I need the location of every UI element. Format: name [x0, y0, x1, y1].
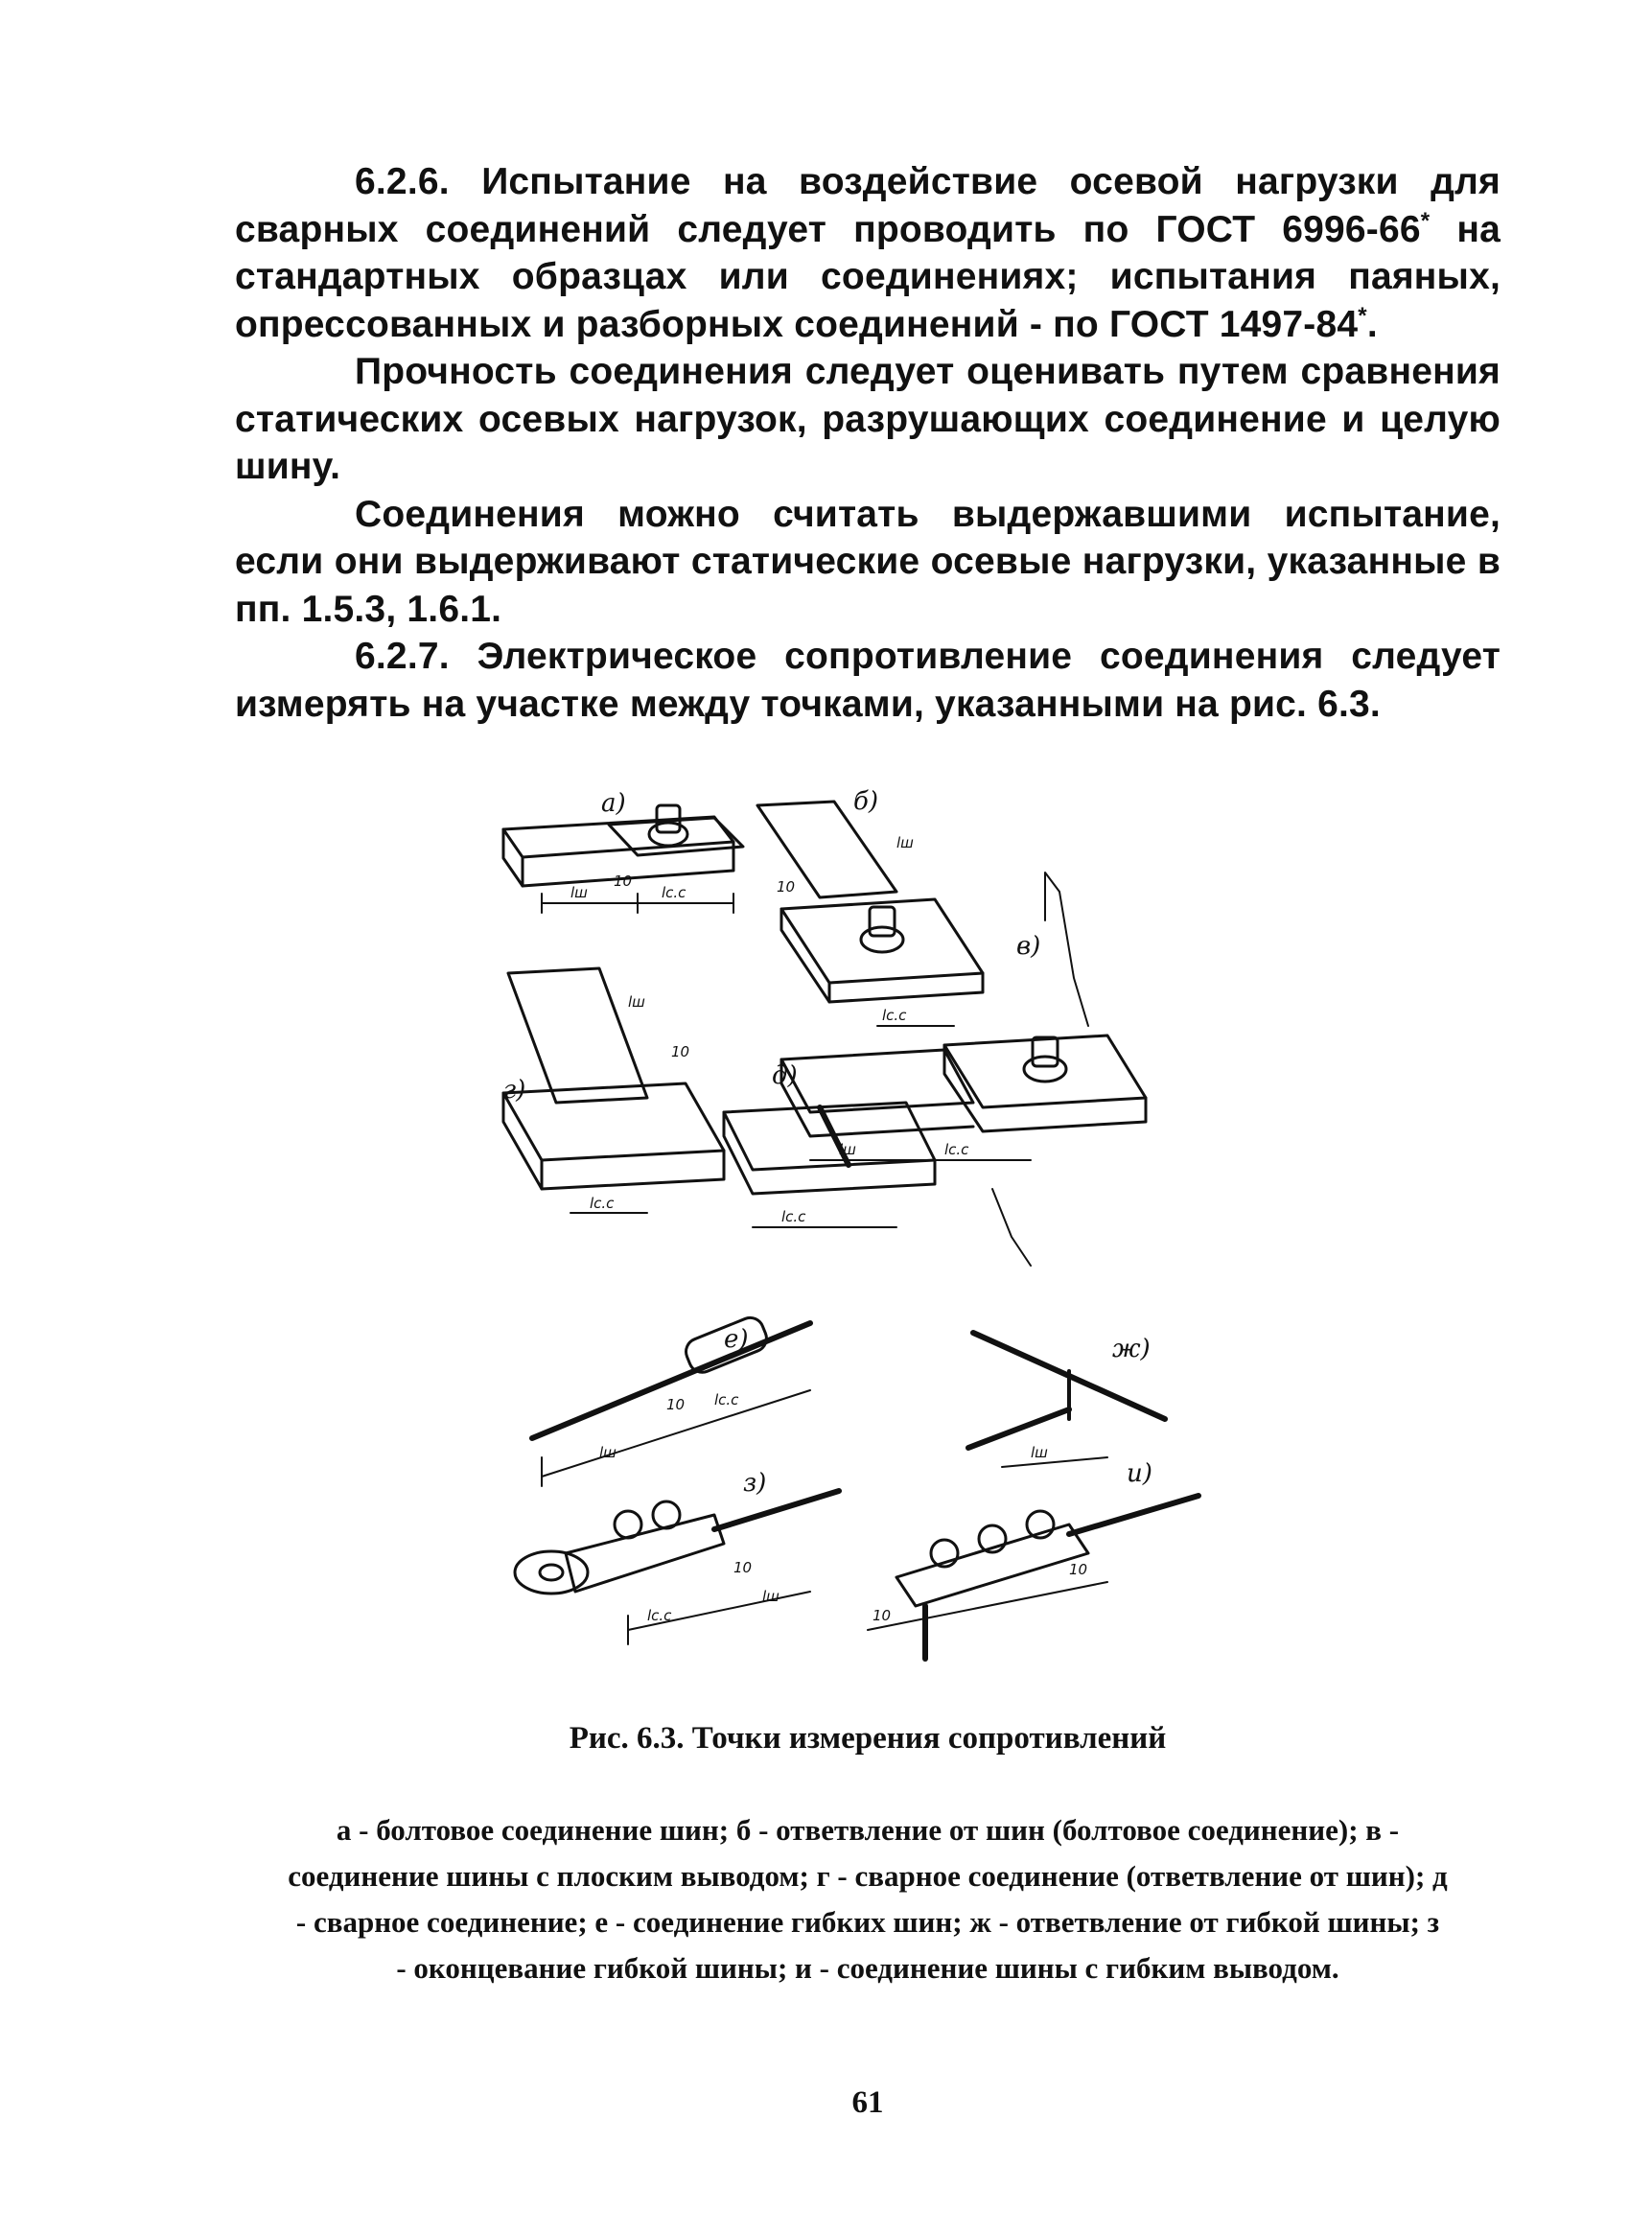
svg-text:10: 10 [666, 1396, 686, 1413]
svg-text:lс.с: lс.с [647, 1607, 672, 1624]
label-zh: ж) [1112, 1335, 1151, 1363]
svg-text:lш: lш [628, 993, 645, 1011]
paragraph-passed: Соединения можно считать выдержавшими испытание, если они выдерживают статические осевые нагрузки, указанные в пп. 1.5.3, 1.6.1. [235, 493, 1501, 630]
label-z: з) [743, 1469, 767, 1498]
label-a: а) [601, 789, 626, 818]
svg-text:10: 10 [671, 1043, 690, 1060]
dim-10: 10 [614, 873, 633, 890]
label-g: г) [503, 1076, 526, 1105]
svg-text:lш: lш [839, 1141, 856, 1158]
figure-caption: Рис. 6.3. Точки измерения сопротивлений [569, 1721, 1167, 1756]
figure-drawing [494, 786, 1280, 1697]
svg-text:10: 10 [1069, 1561, 1088, 1578]
dim-lsc: lс.с [662, 884, 686, 901]
label-v: в) [1016, 932, 1041, 961]
body-text [235, 158, 1501, 728]
sketch-a [503, 789, 743, 913]
sketch-zh [968, 1333, 1165, 1467]
sketch-v [781, 873, 1146, 1266]
sketch-d [724, 1061, 935, 1227]
label-e: е) [724, 1325, 749, 1354]
label-b: б) [853, 787, 879, 816]
svg-text:lс.с: lс.с [781, 1208, 806, 1225]
figure-legend: а - болтовое соединение шин; б - ответвление от шин (болтовое соединение); в - соединение шины с плоским выводом; г - сварное соединение (ответвление от шин); д - сварное соединение; е - соединение гибких шин; ж - ответвление от гибкой шины; з - оконцевание гибкой шины; и - соединение шины с гибким выводом. [288, 1813, 1448, 1985]
paragraph-strength: Прочность соединения следует оценивать путем сравнения статических осевых нагрузок, разрушающих соединение и целую шину. [235, 351, 1501, 487]
paragraph-6-2-6: 6.2.6. Испытание на воздействие осевой нагрузки для сварных соединений следует проводить по ГОСТ 6996-66* на стандартных образцах или соединениях; испытания паяных, опрессованных и разборных соединений - по ГОСТ 1497-84*. [235, 161, 1501, 345]
svg-text:10: 10 [733, 1559, 753, 1576]
svg-text:lс.с: lс.с [944, 1141, 969, 1158]
label-d: д) [772, 1061, 798, 1090]
svg-text:lш: lш [599, 1444, 617, 1461]
svg-text:lш: lш [1031, 1444, 1048, 1461]
svg-text:10: 10 [873, 1607, 892, 1624]
figure-6-3 [494, 786, 1280, 1697]
sketch-e [532, 1314, 810, 1486]
svg-text:lш: lш [896, 834, 914, 851]
sketch-b [757, 787, 983, 1026]
svg-text:10: 10 [777, 878, 796, 896]
sketch-z [515, 1469, 839, 1644]
page-number: 61 [851, 2085, 884, 2120]
footnote-mark: * [1358, 302, 1367, 329]
svg-text:lс.с: lс.с [590, 1195, 615, 1212]
paragraph-6-2-7: 6.2.7. Электрическое сопротивление соединения следует измерять на участке между точками, указанными на рис. 6.3. [235, 636, 1501, 725]
dim-lsh: lш [570, 884, 588, 901]
label-i: и) [1127, 1459, 1152, 1488]
footnote-mark: * [1420, 207, 1431, 234]
svg-text:lс.с: lс.с [714, 1391, 739, 1408]
sketch-g [503, 968, 724, 1213]
svg-text:lс.с: lс.с [882, 1007, 907, 1024]
sketch-i [868, 1459, 1198, 1659]
svg-text:lш: lш [762, 1588, 779, 1605]
